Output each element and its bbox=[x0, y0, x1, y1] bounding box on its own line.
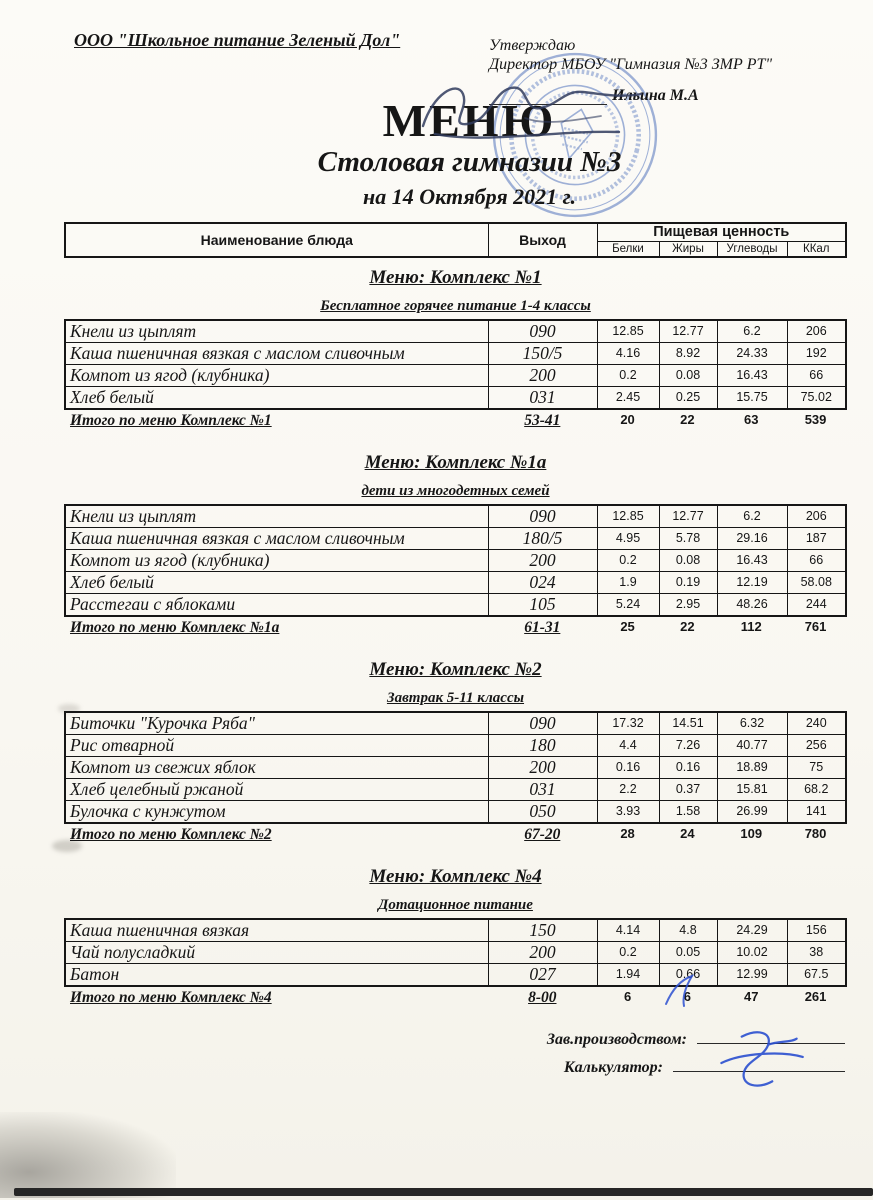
col-header-carbs: Углеводы bbox=[717, 241, 787, 257]
dish-out: 180/5 bbox=[488, 528, 597, 550]
dish-fat: 0.25 bbox=[659, 387, 717, 410]
dish-name: Биточки "Курочка Ряба" bbox=[65, 712, 488, 735]
dish-protein: 5.24 bbox=[597, 594, 659, 617]
menu-content bbox=[64, 222, 847, 1086]
total-kcal: 261 bbox=[804, 989, 827, 1004]
dish-row bbox=[65, 505, 846, 528]
dish-row bbox=[65, 919, 846, 942]
dish-protein: 2.45 bbox=[597, 387, 659, 410]
dish-carbs: 6.2 bbox=[717, 505, 787, 528]
dish-table bbox=[64, 918, 847, 987]
total-kcal: 539 bbox=[804, 412, 827, 427]
dish-name: Хлеб белый bbox=[65, 387, 488, 410]
dish-out: 031 bbox=[488, 387, 597, 410]
total-kcal: 761 bbox=[804, 619, 827, 634]
dish-name: Рис отварной bbox=[65, 735, 488, 757]
dish-kcal: 75.02 bbox=[787, 387, 846, 410]
dish-name: Батон bbox=[65, 964, 488, 987]
section-subtitle: Дотационное питание bbox=[378, 897, 533, 913]
dish-out: 090 bbox=[488, 712, 597, 735]
dish-out: 200 bbox=[488, 365, 597, 387]
dish-carbs: 6.2 bbox=[717, 320, 787, 343]
total-row bbox=[64, 619, 847, 638]
dish-carbs: 16.43 bbox=[717, 550, 787, 572]
dish-out: 105 bbox=[488, 594, 597, 617]
dish-fat: 0.16 bbox=[659, 757, 717, 779]
dish-protein: 0.2 bbox=[597, 942, 659, 964]
dish-fat: 0.19 bbox=[659, 572, 717, 594]
dish-carbs: 15.75 bbox=[717, 387, 787, 410]
dish-kcal: 141 bbox=[787, 801, 846, 824]
doc-date: на 14 Октября 2021 г. bbox=[362, 184, 577, 209]
menu-section bbox=[64, 658, 847, 845]
dish-row bbox=[65, 550, 846, 572]
dish-row bbox=[65, 343, 846, 365]
menu-section bbox=[64, 865, 847, 1008]
dish-out: 090 bbox=[488, 505, 597, 528]
approve-director-line: Директор МБОУ "Гимназия №3 ЗМР РТ" bbox=[489, 56, 773, 73]
section-subtitle: дети из многодетных семей bbox=[361, 483, 550, 499]
dish-carbs: 24.29 bbox=[717, 919, 787, 942]
total-protein: 25 bbox=[620, 619, 635, 634]
dish-fat: 2.95 bbox=[659, 594, 717, 617]
dish-out: 180 bbox=[488, 735, 597, 757]
dish-kcal: 192 bbox=[787, 343, 846, 365]
total-carbs: 109 bbox=[740, 826, 763, 841]
dish-out: 090 bbox=[488, 320, 597, 343]
dish-name: Компот из ягод (клубника) bbox=[65, 365, 488, 387]
dish-name: Кнели из цыплят bbox=[65, 320, 488, 343]
dish-row bbox=[65, 801, 846, 824]
dish-fat: 0.05 bbox=[659, 942, 717, 964]
dish-out: 024 bbox=[488, 572, 597, 594]
dish-carbs: 12.99 bbox=[717, 964, 787, 987]
section-title: Меню: Комплекс №1 bbox=[369, 267, 542, 288]
dish-fat: 7.26 bbox=[659, 735, 717, 757]
dish-fat: 0.08 bbox=[659, 550, 717, 572]
total-protein: 6 bbox=[623, 989, 632, 1004]
dish-row bbox=[65, 572, 846, 594]
dish-carbs: 16.43 bbox=[717, 365, 787, 387]
dish-name: Компот из ягод (клубника) bbox=[65, 550, 488, 572]
dish-protein: 1.9 bbox=[597, 572, 659, 594]
director-name: Ильина М.А bbox=[612, 87, 699, 104]
dish-row bbox=[65, 320, 846, 343]
dish-kcal: 156 bbox=[787, 919, 846, 942]
dish-fat: 0.08 bbox=[659, 365, 717, 387]
scanner-edge-strip bbox=[14, 1188, 873, 1196]
section-title: Меню: Комплекс №1а bbox=[364, 452, 547, 473]
dish-fat: 5.78 bbox=[659, 528, 717, 550]
dish-name: Каша пшеничная вязкая bbox=[65, 919, 488, 942]
total-row bbox=[64, 412, 847, 431]
dish-name: Хлеб целебный ржаной bbox=[65, 779, 488, 801]
dish-kcal: 68.2 bbox=[787, 779, 846, 801]
dish-carbs: 26.99 bbox=[717, 801, 787, 824]
doc-subtitle: Столовая гимназии №3 bbox=[317, 146, 622, 178]
dish-name: Чай полусладкий bbox=[65, 942, 488, 964]
dish-protein: 4.14 bbox=[597, 919, 659, 942]
pen-mark-scribble bbox=[658, 970, 704, 1012]
dish-name: Кнели из цыплят bbox=[65, 505, 488, 528]
menu-section bbox=[64, 266, 847, 431]
footer bbox=[64, 1030, 847, 1086]
total-label: Итого по меню Комплекс №2 bbox=[70, 826, 272, 843]
total-carbs: 47 bbox=[744, 989, 759, 1004]
total-label: Итого по меню Комплекс №4 bbox=[70, 989, 272, 1006]
dish-protein: 4.95 bbox=[597, 528, 659, 550]
dish-row bbox=[65, 735, 846, 757]
dish-carbs: 10.02 bbox=[717, 942, 787, 964]
scan-corner-shadow bbox=[0, 1112, 176, 1198]
dish-carbs: 12.19 bbox=[717, 572, 787, 594]
dish-fat: 0.37 bbox=[659, 779, 717, 801]
dish-carbs: 29.16 bbox=[717, 528, 787, 550]
dish-fat: 4.8 bbox=[659, 919, 717, 942]
dish-fat: 12.77 bbox=[659, 505, 717, 528]
dish-protein: 1.94 bbox=[597, 964, 659, 987]
total-out: 53-41 bbox=[524, 412, 561, 429]
dish-out: 150 bbox=[488, 919, 597, 942]
dish-kcal: 256 bbox=[787, 735, 846, 757]
dish-protein: 12.85 bbox=[597, 320, 659, 343]
dish-kcal: 67.5 bbox=[787, 964, 846, 987]
dish-table bbox=[64, 711, 847, 824]
total-out: 8-00 bbox=[528, 989, 557, 1006]
dish-kcal: 240 bbox=[787, 712, 846, 735]
dish-name: Расстегаи с яблоками bbox=[65, 594, 488, 617]
total-row bbox=[64, 989, 847, 1008]
dish-row bbox=[65, 387, 846, 410]
dish-protein: 4.16 bbox=[597, 343, 659, 365]
manager-label: Зав.производством: bbox=[546, 1031, 687, 1048]
dish-out: 200 bbox=[488, 550, 597, 572]
dish-fat: 8.92 bbox=[659, 343, 717, 365]
dish-carbs: 15.81 bbox=[717, 779, 787, 801]
total-carbs: 63 bbox=[744, 412, 759, 427]
nutrition-header-table bbox=[64, 222, 847, 258]
dish-carbs: 48.26 bbox=[717, 594, 787, 617]
total-out: 67-20 bbox=[524, 826, 561, 843]
dish-protein: 0.2 bbox=[597, 550, 659, 572]
calculator-signature-scribble bbox=[697, 1022, 819, 1098]
section-title: Меню: Комплекс №4 bbox=[369, 866, 542, 887]
dish-out: 200 bbox=[488, 942, 597, 964]
dish-row bbox=[65, 528, 846, 550]
total-protein: 28 bbox=[620, 826, 635, 841]
dish-row bbox=[65, 365, 846, 387]
dish-kcal: 244 bbox=[787, 594, 846, 617]
col-header-fat: Жиры bbox=[659, 241, 717, 257]
dish-kcal: 187 bbox=[787, 528, 846, 550]
dish-row bbox=[65, 964, 846, 987]
dish-out: 150/5 bbox=[488, 343, 597, 365]
dish-protein: 17.32 bbox=[597, 712, 659, 735]
dish-row bbox=[65, 942, 846, 964]
col-header-dish-name: Наименование блюда bbox=[65, 223, 488, 257]
total-out: 61-31 bbox=[524, 619, 561, 636]
calculator-label: Калькулятор: bbox=[563, 1059, 663, 1076]
dish-carbs: 24.33 bbox=[717, 343, 787, 365]
menu-section bbox=[64, 451, 847, 638]
col-header-protein: Белки bbox=[597, 241, 659, 257]
dish-protein: 3.93 bbox=[597, 801, 659, 824]
dish-kcal: 206 bbox=[787, 505, 846, 528]
dish-kcal: 58.08 bbox=[787, 572, 846, 594]
dish-fat: 1.58 bbox=[659, 801, 717, 824]
section-subtitle: Завтрак 5-11 классы bbox=[386, 690, 525, 706]
col-header-out: Выход bbox=[488, 223, 597, 257]
dish-row bbox=[65, 594, 846, 617]
dish-out: 027 bbox=[488, 964, 597, 987]
col-header-nutrition: Пищевая ценность bbox=[597, 223, 846, 241]
dish-protein: 2.2 bbox=[597, 779, 659, 801]
dish-row bbox=[65, 779, 846, 801]
dish-protein: 0.2 bbox=[597, 365, 659, 387]
section-subtitle: Бесплатное горячее питание 1-4 классы bbox=[320, 298, 591, 314]
dish-out: 200 bbox=[488, 757, 597, 779]
dish-protein: 4.4 bbox=[597, 735, 659, 757]
director-signature-scribble bbox=[404, 68, 656, 152]
dish-carbs: 40.77 bbox=[717, 735, 787, 757]
dish-protein: 0.16 bbox=[597, 757, 659, 779]
total-carbs: 112 bbox=[740, 619, 762, 634]
dish-name: Каша пшеничная вязкая с маслом сливочным bbox=[65, 528, 488, 550]
dish-kcal: 206 bbox=[787, 320, 846, 343]
dish-name: Компот из свежих яблок bbox=[65, 757, 488, 779]
dish-out: 050 bbox=[488, 801, 597, 824]
total-kcal: 780 bbox=[804, 826, 827, 841]
dish-name: Каша пшеничная вязкая с маслом сливочным bbox=[65, 343, 488, 365]
dish-name: Булочка с кунжутом bbox=[65, 801, 488, 824]
col-header-kcal: ККал bbox=[787, 241, 846, 257]
dish-protein: 12.85 bbox=[597, 505, 659, 528]
dish-name: Хлеб белый bbox=[65, 572, 488, 594]
dish-fat: 12.77 bbox=[659, 320, 717, 343]
total-fat: 22 bbox=[680, 619, 695, 634]
menu-sections bbox=[64, 266, 847, 1008]
total-row bbox=[64, 826, 847, 845]
dish-carbs: 18.89 bbox=[717, 757, 787, 779]
dish-kcal: 75 bbox=[787, 757, 846, 779]
total-protein: 20 bbox=[620, 412, 635, 427]
total-label: Итого по меню Комплекс №1 bbox=[70, 412, 272, 429]
approve-word: Утверждаю bbox=[489, 37, 576, 54]
dish-row bbox=[65, 712, 846, 735]
dish-table bbox=[64, 319, 847, 410]
section-title: Меню: Комплекс №2 bbox=[369, 659, 542, 680]
dish-kcal: 66 bbox=[787, 550, 846, 572]
company-name: ООО "Школьное питание Зеленый Дол" bbox=[74, 30, 401, 50]
dish-carbs: 6.32 bbox=[717, 712, 787, 735]
dish-kcal: 66 bbox=[787, 365, 846, 387]
dish-kcal: 38 bbox=[787, 942, 846, 964]
dish-out: 031 bbox=[488, 779, 597, 801]
dish-row bbox=[65, 757, 846, 779]
dish-fat: 0.66 bbox=[659, 964, 717, 987]
total-fat: 22 bbox=[680, 412, 695, 427]
dish-table bbox=[64, 504, 847, 617]
dish-fat: 14.51 bbox=[659, 712, 717, 735]
total-fat: 6 bbox=[683, 989, 692, 1004]
total-label: Итого по меню Комплекс №1а bbox=[70, 619, 280, 636]
total-fat: 24 bbox=[680, 826, 695, 841]
doc-title: МЕНЮ bbox=[382, 95, 557, 146]
